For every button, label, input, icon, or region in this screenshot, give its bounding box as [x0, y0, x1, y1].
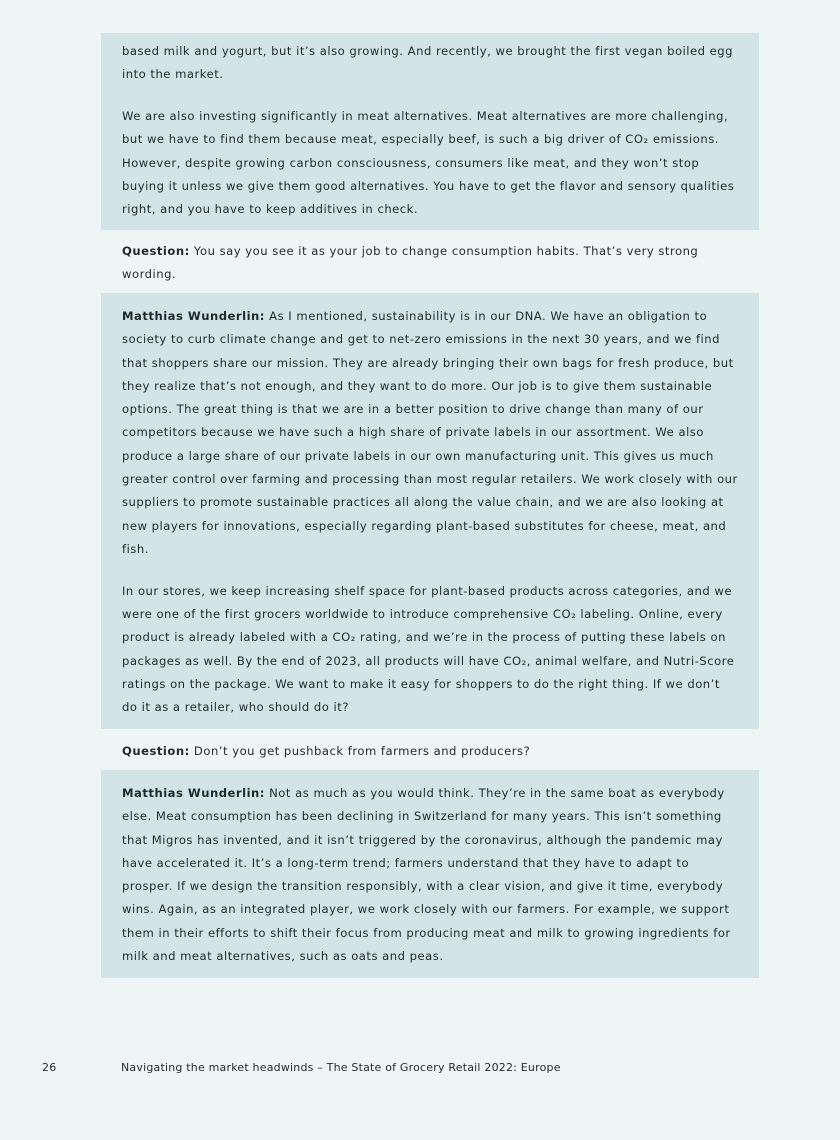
question-text [122, 740, 739, 763]
answer-paragraph [122, 305, 739, 561]
question-block [101, 740, 759, 763]
question-text [122, 240, 739, 287]
footer-title: Navigating the market headwinds – The State of Grocery Retail 2022: Europe [121, 1061, 561, 1074]
speaker-label: Question: [122, 744, 190, 758]
answer-block [101, 770, 759, 978]
speaker-label: Matthias Wunderlin: [122, 786, 265, 800]
answer-body: As I mentioned, sustainability is in our DNA. We have an obligation to society to curb climate change and get to net-zero emissions in the next 30 years, and we find that shoppers share our mission. They are already bringing their own bags for fresh produce, but they realize that’s not enough, and they want to do more. Our job is to give them sustainable options. The great thing is that we are in a better position to drive change than many of our competitors because we have such a high share of private labels in our assortment. We also produce a large share of our private labels in our own manufacturing unit. This gives us much greater control over farming and processing than most regular retailers. We work closely with our suppliers to promote sustainable practices all along the value chain, and we are also looking at new players for innovations, especially regarding plant-based substitutes for cheese, meat, and fish. [122, 309, 738, 556]
paragraph: In our stores, we keep increasing shelf space for plant-based products across categories, and we were one of the first grocers worldwide to introduce comprehensive CO₂ labeling. Online, every product is already labeled with a CO₂ rating, and we’re in the process of putting these labels on packages as well. By the end of 2023, all products will have CO₂, animal welfare, and Nutri-Score ratings on the package. We want to make it easy for shoppers to do the right thing. If we don’t do it as a retailer, who should do it? [122, 583, 735, 715]
answer-block-continued [101, 33, 759, 230]
speaker-label: Question: [122, 244, 190, 258]
paragraph: based milk and yogurt, but it’s also growing. And recently, we brought the first vegan boiled egg into the market. [122, 44, 734, 82]
page-number: 26 [42, 1061, 57, 1074]
paragraph: We are also investing significantly in meat alternatives. Meat alternatives are more challenging, but we have to find them because meat, especially beef, is such a big driver of CO₂ emissions. However, despite growing carbon consciousness, consumers like meat, and they won’t stop buying it unless we give them good alternatives. You have to get the flavor and sensory qualities right, and you have to keep additives in check. [122, 109, 735, 217]
answer-paragraph [122, 782, 739, 968]
question-block [101, 240, 759, 287]
answer-body: Not as much as you would think. They’re in the same boat as everybody else. Meat consumption has been declining in Switzerland for many years. This isn’t something that Migros has invented, and it isn’t triggered by the coronavirus, although the pandemic may have accelerated it. It’s a long-term trend; farmers understand that they have to adapt to prosper. If we design the transition responsibly, with a clear vision, and give it time, everybody wins. Again, as an integrated player, we work closely with our farmers. For example, we support them in their efforts to shift their focus from producing meat and milk to growing ingredients for milk and meat alternatives, such as oats and peas. [122, 786, 731, 964]
question-body: You say you see it as your job to change consumption habits. That’s very strong wording. [122, 244, 699, 282]
speaker-label: Matthias Wunderlin: [122, 309, 265, 323]
answer-block [101, 293, 759, 729]
question-body: Don’t you get pushback from farmers and producers? [189, 744, 531, 758]
